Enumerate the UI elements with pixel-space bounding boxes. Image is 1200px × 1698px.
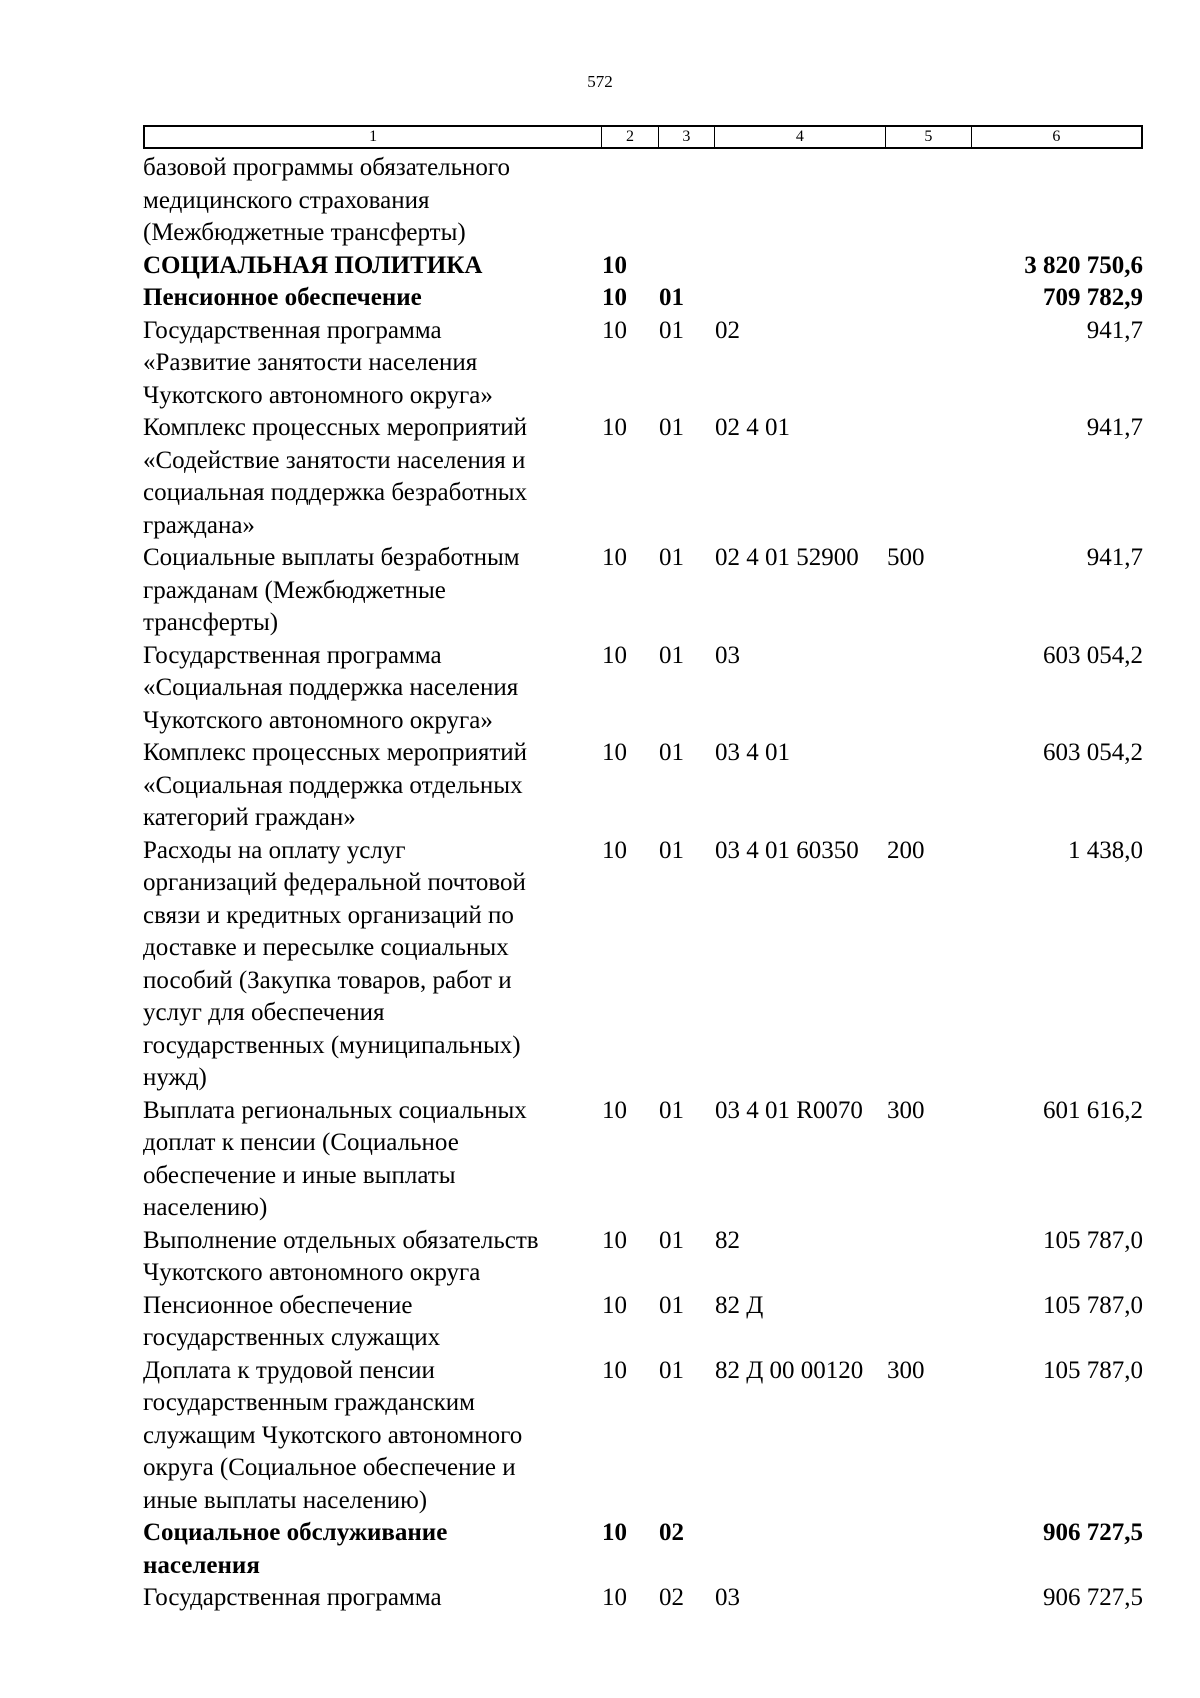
row-target-item: 82 [715, 1226, 740, 1254]
row-subsection: 01 [659, 1291, 684, 1319]
row-name: Выплата региональных социальных доплат к пенсии (Социальное обеспечение и иные выплаты населению) [143, 1096, 527, 1221]
row-subsection: 01 [659, 836, 684, 864]
row-amount: 603 054,2 [1043, 739, 1143, 766]
row-section: 10 [602, 1291, 627, 1319]
row-subsection: 02 [659, 1519, 684, 1546]
row-name: СОЦИАЛЬНАЯ ПОЛИТИКА [143, 251, 483, 279]
row-subsection: 01 [659, 641, 684, 669]
row-amount: 105 787,0 [1043, 1291, 1143, 1319]
header-col-6: 6 [1052, 128, 1061, 145]
row-section: 10 [602, 836, 627, 864]
row-target-item: 03 4 01 R0070 [715, 1096, 863, 1124]
row-expense-type [887, 152, 973, 250]
row-expense-type: 500 [887, 544, 925, 571]
row-expense-type: 300 [887, 1356, 925, 1384]
row-name: Комплекс процессных мероприятий «Социальная поддержка отдельных категорий граждан» [143, 739, 528, 831]
row-section: 10 [602, 284, 627, 311]
row-amount: 941,7 [1086, 316, 1143, 344]
row-expense-type [887, 640, 973, 738]
row-subsection: 01 [659, 544, 684, 571]
row-expense-type [887, 1517, 973, 1582]
row-target-item [715, 152, 887, 250]
budget-table-body [143, 152, 1143, 1615]
row-target-item: 02 [715, 316, 740, 344]
table-row [143, 640, 1143, 738]
row-expense-type [887, 1225, 973, 1290]
row-amount [973, 152, 1143, 250]
row-target-item [715, 282, 887, 315]
table-row [143, 1355, 1143, 1518]
row-name: Социальное обслуживание населения [143, 1519, 448, 1579]
row-section: 10 [602, 641, 627, 669]
row-target-item: 03 [715, 641, 740, 669]
row-name: Выполнение отдельных обязательств Чукотского автономного округа [143, 1226, 539, 1286]
row-target-item: 02 4 01 [715, 414, 790, 441]
row-section: 10 [602, 1584, 627, 1611]
row-section: 10 [602, 316, 627, 344]
row-target-item: 82 Д [715, 1291, 764, 1319]
row-expense-type [887, 412, 973, 542]
row-expense-type [887, 250, 973, 283]
header-col-5: 5 [886, 127, 972, 147]
row-amount: 906 727,5 [1043, 1584, 1143, 1611]
row-target-item [715, 250, 887, 283]
table-row [143, 412, 1143, 542]
row-name: базовой программы обязательного медицинского страхования (Межбюджетные трансферты) [143, 154, 511, 246]
row-section [602, 152, 659, 250]
header-col-1: 1 [145, 127, 602, 147]
row-amount: 941,7 [1086, 544, 1143, 571]
table-row [143, 1225, 1143, 1290]
header-col-3: 3 [659, 127, 715, 147]
row-name: Государственная программа «Развитие занятости населения Чукотского автономного округа» [143, 316, 493, 409]
table-row [143, 1290, 1143, 1355]
row-subsection: 01 [659, 739, 684, 766]
row-expense-type [887, 1582, 973, 1615]
table-row [143, 282, 1143, 315]
row-amount: 603 054,2 [1043, 641, 1143, 669]
table-row [143, 1095, 1143, 1225]
row-name: Государственная программа «Социальная поддержка населения Чукотского автономного округа» [143, 641, 519, 734]
header-col-4: 4 [715, 127, 886, 147]
row-section: 10 [602, 414, 627, 441]
row-section: 10 [602, 1226, 627, 1254]
header-col-2: 2 [602, 127, 659, 147]
row-name: Социальные выплаты безработным гражданам (Межбюджетные трансферты) [143, 544, 520, 636]
table-row [143, 315, 1143, 413]
row-subsection: 01 [659, 1356, 684, 1384]
row-name: Комплекс процессных мероприятий «Содействие занятости населения и социальная поддержка безработных граждана» [143, 414, 528, 539]
row-section: 10 [602, 544, 627, 571]
row-amount: 709 782,9 [1043, 284, 1143, 311]
row-expense-type [887, 315, 973, 413]
row-expense-type: 200 [887, 836, 925, 864]
row-amount: 105 787,0 [1043, 1356, 1143, 1384]
row-subsection: 01 [659, 316, 684, 344]
table-row [143, 1582, 1143, 1615]
row-amount: 105 787,0 [1043, 1226, 1143, 1254]
row-amount: 601 616,2 [1043, 1096, 1143, 1124]
row-target-item: 03 [715, 1584, 740, 1611]
row-name: Государственная программа [143, 1584, 442, 1611]
row-subsection: 02 [659, 1584, 684, 1611]
table-row [143, 152, 1143, 250]
row-name: Доплата к трудовой пенсии государственным гражданским служащим Чукотского автономного округа (Социальное обеспечение и иные выплаты населению) [143, 1356, 523, 1514]
table-row [143, 835, 1143, 1095]
row-subsection: 01 [659, 414, 684, 441]
row-section: 10 [602, 739, 627, 766]
table-row [143, 542, 1143, 640]
table-row [143, 250, 1143, 283]
row-section: 10 [602, 1356, 627, 1384]
row-target-item [715, 1517, 887, 1582]
row-section: 10 [602, 251, 627, 279]
row-target-item: 02 4 01 52900 [715, 544, 859, 571]
page-number: 572 [587, 72, 613, 91]
row-amount: 906 727,5 [1043, 1519, 1143, 1546]
table-row [143, 737, 1143, 835]
row-section: 10 [602, 1519, 627, 1546]
row-subsection: 01 [659, 1096, 684, 1124]
row-subsection [659, 250, 715, 283]
row-target-item: 03 4 01 [715, 739, 790, 766]
row-amount: 1 438,0 [1068, 836, 1143, 864]
row-subsection: 01 [659, 1226, 684, 1254]
row-target-item: 03 4 01 60350 [715, 836, 859, 864]
row-expense-type [887, 1290, 973, 1355]
row-expense-type: 300 [887, 1096, 925, 1124]
row-section: 10 [602, 1096, 627, 1124]
row-name: Расходы на оплату услуг организаций федеральной почтовой связи и кредитных организаций по доставке и пересылке социальных пособий (Закупка товаров, работ и услуг для обеспечения государственных (муниципальных) нужд) [143, 836, 526, 1091]
row-expense-type [887, 282, 973, 315]
row-expense-type [887, 737, 973, 835]
row-subsection [659, 152, 715, 250]
row-target-item: 82 Д 00 00120 [715, 1356, 864, 1384]
row-name: Пенсионное обеспечение государственных служащих [143, 1291, 441, 1351]
row-amount: 3 820 750,6 [1024, 251, 1143, 279]
row-subsection: 01 [659, 284, 684, 311]
table-row [143, 1517, 1143, 1582]
row-amount: 941,7 [1086, 414, 1143, 441]
table-header [143, 125, 1143, 149]
row-name: Пенсионное обеспечение [143, 284, 422, 311]
